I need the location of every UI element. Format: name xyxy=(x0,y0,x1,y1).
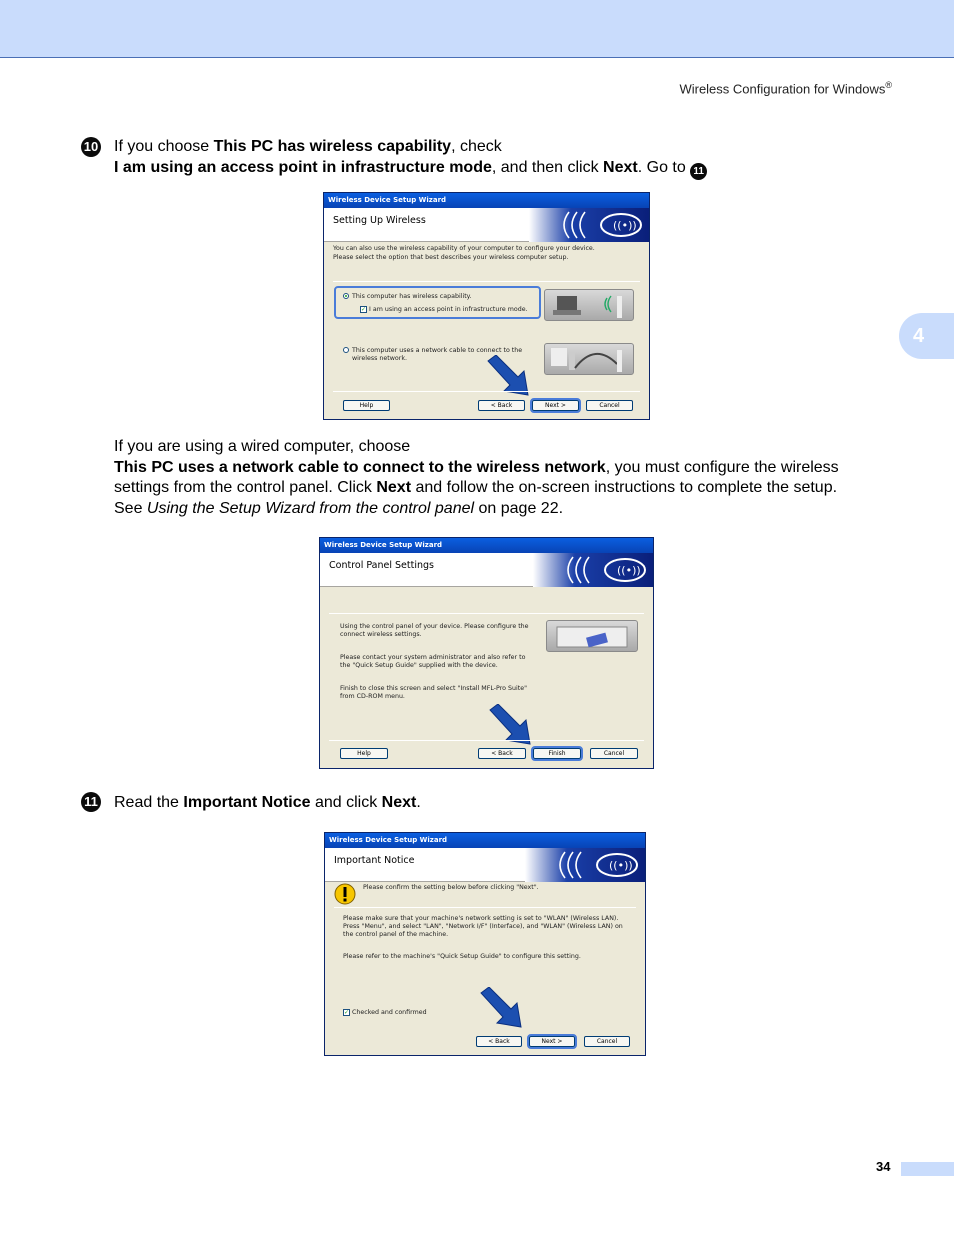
back-button[interactable]: < Back xyxy=(478,748,526,759)
next-button[interactable]: Next > xyxy=(532,400,579,411)
notice-text-1: Please make sure that your machine's network setting is set to "WLAN" (Wireless LAN). xyxy=(343,915,619,922)
header-band xyxy=(0,0,954,58)
cp-text-5: Finish to close this screen and select "Install MFL-Pro Suite" xyxy=(340,685,527,692)
option-infrastructure-label: I am using an access point in infrastructure mode. xyxy=(369,306,528,313)
wired-network-image xyxy=(544,343,634,375)
dialog-banner xyxy=(320,553,653,587)
control-panel-dialog xyxy=(319,537,654,769)
checkbox-confirmed-label: Checked and confirmed xyxy=(352,1009,427,1016)
separator xyxy=(329,613,644,614)
step10-text: If you choose This PC has wireless capability, check I am using an access point in infrastructure mode, and then click Next. Go to 11 xyxy=(114,137,894,180)
cp-text-6: from CD-ROM menu. xyxy=(340,693,405,700)
important-notice-dialog xyxy=(324,832,646,1056)
step-ref-11: 11 xyxy=(690,163,707,180)
chapter-tab: 4 xyxy=(899,313,954,359)
notice-text-4: Please refer to the machine's "Quick Setup Guide" to configure this setting. xyxy=(343,953,581,960)
dialog-titlebar: Wireless Device Setup Wizard xyxy=(324,193,649,208)
checkbox-confirmed[interactable]: ✓ xyxy=(344,1009,350,1016)
selected-option-frame xyxy=(334,286,541,319)
notice-text-3: the control panel of the machine. xyxy=(343,931,449,938)
next-button[interactable]: Next > xyxy=(529,1036,575,1047)
step-number-11: 11 xyxy=(81,792,101,812)
cancel-button[interactable]: Cancel xyxy=(590,748,638,759)
dialog-heading: Important Notice xyxy=(334,855,415,866)
option-wired-label-1: This computer uses a network cable to connect to the xyxy=(352,347,523,354)
dialog-desc-1: You can also use the wireless capability of your computer to configure your device. xyxy=(333,245,595,252)
warning-icon xyxy=(334,883,356,905)
checkbox-infrastructure[interactable]: ✓ xyxy=(361,306,367,313)
arrow-pointer-icon xyxy=(477,987,525,1029)
dialog-heading: Setting Up Wireless xyxy=(333,215,426,226)
warning-text: Please confirm the setting below before clicking "Next". xyxy=(363,884,539,891)
dialog-titlebar: Wireless Device Setup Wizard xyxy=(320,538,653,553)
dialog-desc-2: Please select the option that best describes your wireless computer setup. xyxy=(333,254,569,261)
setup-wireless-dialog xyxy=(323,192,650,420)
option-wireless-label: This computer has wireless capability. xyxy=(352,293,472,300)
page-number: 34 xyxy=(876,1159,891,1174)
cp-text-4: the "Quick Setup Guide" supplied with the device. xyxy=(340,662,498,669)
laptop-wireless-image xyxy=(544,289,634,321)
finish-button[interactable]: Finish xyxy=(533,748,581,759)
radio-wired[interactable] xyxy=(343,347,349,353)
dialog-heading: Control Panel Settings xyxy=(329,560,434,571)
cancel-button[interactable]: Cancel xyxy=(584,1036,630,1047)
control-panel-image xyxy=(546,620,638,652)
svg-text:((•)): ((•)) xyxy=(613,219,637,232)
footer-band xyxy=(901,1162,954,1176)
cp-text-3: Please contact your system administrator and also refer to xyxy=(340,654,526,661)
back-button[interactable]: < Back xyxy=(476,1036,522,1047)
help-button[interactable]: Help xyxy=(340,748,388,759)
notice-text-2: Press "Menu", and select "LAN", "Network I/F" (Interface), and "WLAN" (Wireless LAN) on xyxy=(343,923,623,930)
option-wired-label-2: wireless network. xyxy=(352,355,407,362)
cp-text-1: Using the control panel of your device. Please configure the xyxy=(340,623,529,630)
wireless-logo-icon xyxy=(525,848,645,882)
separator xyxy=(329,740,644,741)
step11-text: Read the Important Notice and click Next. xyxy=(114,794,421,811)
dialog-banner xyxy=(324,208,649,242)
dialog-banner xyxy=(325,848,645,882)
wireless-logo-icon xyxy=(529,208,649,242)
svg-text:((•)): ((•)) xyxy=(617,564,641,577)
wireless-logo-icon xyxy=(533,553,653,587)
separator xyxy=(333,391,640,392)
wired-text: If you are using a wired computer, choose This PC uses a network cable to connect to the wireless network, you must configure the wireless settings from the control panel. Click Next and follow the on-screen instructions to complete the setup. See Using the Setup Wizard from the control panel on page 22. xyxy=(114,438,839,517)
cancel-button[interactable]: Cancel xyxy=(586,400,633,411)
separator xyxy=(334,907,636,908)
cp-text-2: connect wireless settings. xyxy=(340,631,422,638)
header-title: Wireless Configuration for Windows® xyxy=(679,80,892,97)
radio-wireless[interactable] xyxy=(343,293,349,299)
step-number-10: 10 xyxy=(81,137,101,157)
help-button[interactable]: Help xyxy=(343,400,390,411)
separator xyxy=(333,281,640,282)
back-button[interactable]: < Back xyxy=(478,400,525,411)
dialog-titlebar: Wireless Device Setup Wizard xyxy=(325,833,645,848)
svg-text:((•)): ((•)) xyxy=(609,859,633,872)
